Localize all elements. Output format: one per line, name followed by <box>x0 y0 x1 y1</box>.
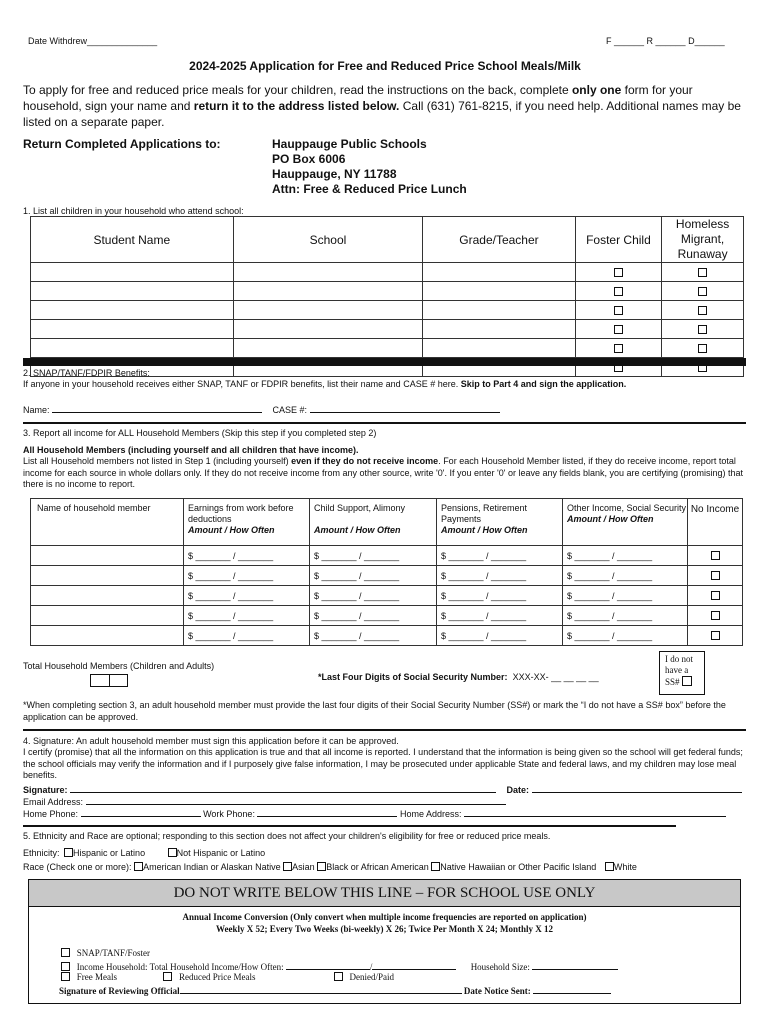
home-address-input[interactable] <box>464 807 726 817</box>
step2-fields: Name: CASE #: <box>23 403 500 415</box>
table-row <box>31 282 744 301</box>
col-other-income: Other Income, Social Security Amount / How Often <box>563 499 688 546</box>
section-divider <box>23 358 746 366</box>
race-native-checkbox[interactable] <box>134 862 143 871</box>
date-withdrew: Date Withdrew______________ <box>28 36 158 46</box>
no-ssn-checkbox[interactable] <box>682 676 692 686</box>
grade-cell[interactable] <box>423 339 575 358</box>
no-income-checkbox[interactable] <box>711 551 720 560</box>
intro-paragraph: To apply for free and reduced price meals for your children, read the instructions on the back, complete only one form for your household, sign your name and return it to the address listed below. Call (631) 761-8215, if you need help. Additional names may be listed on a separate paper. <box>23 83 741 129</box>
signature-input[interactable] <box>70 783 496 793</box>
step2-text: If anyone in your household receives either SNAP, TANF or FDPIR benefits, list their name and CASE # here. Skip to Part 4 and sign the application. <box>23 379 627 389</box>
no-income-checkbox[interactable] <box>711 631 720 640</box>
office-reviewer-signature-input[interactable] <box>180 984 462 994</box>
member-name-cell[interactable] <box>31 566 184 586</box>
school-cell[interactable] <box>233 282 423 301</box>
foster-checkbox[interactable] <box>614 268 623 277</box>
race-black-checkbox[interactable] <box>317 862 326 871</box>
race-asian-checkbox[interactable] <box>283 862 292 871</box>
race-row: Race (Check one or more): American Indian or Alaskan Native Asian Black or African American Native Hawaiian or Other Pacific Island White <box>23 862 637 872</box>
homeless-checkbox[interactable] <box>698 268 707 277</box>
income-table <box>30 498 743 646</box>
school-use-banner: DO NOT WRITE BELOW THIS LINE – FOR SCHOOL USE ONLY <box>29 880 740 907</box>
total-members-label: Total Household Members (Children and Adults) <box>23 661 215 671</box>
office-snap-row: SNAP/TANF/Foster <box>61 948 150 958</box>
children-table <box>30 216 744 377</box>
member-name-cell[interactable] <box>31 546 184 566</box>
student-name-cell[interactable] <box>31 339 234 358</box>
homeless-checkbox[interactable] <box>698 306 707 315</box>
work-phone-input[interactable] <box>257 807 397 817</box>
no-ssn-box: I do not have a SS# <box>659 651 705 695</box>
table-row <box>31 320 744 339</box>
foster-checkbox[interactable] <box>614 287 623 296</box>
student-name-cell[interactable] <box>31 320 234 339</box>
member-name-cell[interactable] <box>31 626 184 646</box>
homeless-checkbox[interactable] <box>698 325 707 334</box>
race-white-checkbox[interactable] <box>605 862 614 871</box>
signature-row: Signature: Date: <box>23 783 742 795</box>
step1-label: 1. List all children in your household who attend school: <box>23 206 244 216</box>
school-use-box <box>28 879 741 1004</box>
grade-cell[interactable] <box>423 263 575 282</box>
col-school: School <box>233 217 423 263</box>
grade-cell[interactable] <box>423 320 575 339</box>
member-name-cell[interactable] <box>31 606 184 626</box>
section-divider <box>23 729 746 731</box>
col-grade-teacher: Grade/Teacher <box>423 217 575 263</box>
foster-checkbox[interactable] <box>614 325 623 334</box>
office-total-income-input[interactable] <box>286 960 370 970</box>
table-row <box>31 263 744 282</box>
homeless-checkbox[interactable] <box>698 287 707 296</box>
student-name-cell[interactable] <box>31 282 234 301</box>
student-name-cell[interactable] <box>31 301 234 320</box>
homeless-checkbox[interactable] <box>698 344 707 353</box>
no-income-checkbox[interactable] <box>711 591 720 600</box>
phone-row: Home Phone: Work Phone: Home Address: <box>23 807 726 819</box>
school-cell[interactable] <box>233 263 423 282</box>
total-members-input[interactable] <box>90 674 128 687</box>
ssn-note: *When completing section 3, an adult household member must provide the last four digits of their Social Security Number (SS#) or mark the “I do not have a SS# box” before the application can be approved. <box>23 700 726 722</box>
col-household-member: Name of household member <box>31 499 184 546</box>
income-conversion: Annual Income Conversion (Only convert when multiple income frequencies are reported on application) Weekly X 52; Every Two Weeks (bi-weekly) X 26; Twice Per Month X 24; Monthly X 12 <box>182 912 587 934</box>
step3-title: 3. Report all income for ALL Household Members (Skip this step if you completed step 2) <box>23 428 377 438</box>
section-divider <box>23 825 676 827</box>
office-determination-row: Free Meals Reduced Price Meals Denied/Paid <box>61 972 394 982</box>
office-income-checkbox[interactable] <box>61 962 70 971</box>
office-household-size-input[interactable] <box>532 960 618 970</box>
office-denied-checkbox[interactable] <box>334 972 343 981</box>
col-foster-child: Foster Child <box>575 217 662 263</box>
office-reviewer-row: Signature of Reviewing Official Date Notice Sent: <box>59 984 611 996</box>
ethnicity-row: Ethnicity: Hispanic or Latino Not Hispanic or Latino <box>23 848 266 858</box>
table-row: $ _______ / _______ $ _______ / _______ $ _______ / _______ $ _______ / _______ <box>31 586 743 606</box>
step3-bold-line: All Household Members (including yourself and all children that have income). <box>23 445 359 455</box>
table-row: $ _______ / _______ $ _______ / _______ $ _______ / _______ $ _______ / _______ <box>31 606 743 626</box>
col-earnings: Earnings from work before deductions Amount / How Often <box>184 499 310 546</box>
office-reduced-checkbox[interactable] <box>163 972 172 981</box>
table-row: $ _______ / _______ $ _______ / _______ $ _______ / _______ $ _______ / _______ <box>31 566 743 586</box>
hispanic-checkbox[interactable] <box>64 848 73 857</box>
return-label: Return Completed Applications to: <box>23 137 221 151</box>
return-address: Hauppauge Public Schools PO Box 6006 Hauppauge, NY 11788 Attn: Free & Reduced Price Lunch <box>272 137 467 196</box>
col-no-income: No Income <box>688 499 743 546</box>
school-cell[interactable] <box>233 301 423 320</box>
table-row: $ _______ / _______ $ _______ / _______ $ _______ / _______ $ _______ / _______ <box>31 626 743 646</box>
grade-cell[interactable] <box>423 301 575 320</box>
email-row: Email Address: <box>23 795 506 807</box>
race-pacific-checkbox[interactable] <box>431 862 440 871</box>
table-row <box>31 339 744 358</box>
section-divider <box>23 422 746 424</box>
page-title: 2024-2025 Application for Free and Reduced Price School Meals/Milk <box>189 59 581 73</box>
frd-codes: F ______ R ______ D______ <box>606 36 725 46</box>
foster-checkbox[interactable] <box>614 344 623 353</box>
office-snap-checkbox[interactable] <box>61 948 70 957</box>
no-income-checkbox[interactable] <box>711 571 720 580</box>
student-name-cell[interactable] <box>31 263 234 282</box>
date-input[interactable] <box>532 783 742 793</box>
foster-checkbox[interactable] <box>614 306 623 315</box>
case-number-input[interactable] <box>310 403 500 413</box>
table-row: $ _______ / _______ $ _______ / _______ $ _______ / _______ $ _______ / _______ <box>31 546 743 566</box>
col-child-support: Child Support, Alimony Amount / How Often <box>310 499 437 546</box>
home-phone-input[interactable] <box>81 807 201 817</box>
table-row <box>31 301 744 320</box>
step3-instructions: List all Household members not listed in Step 1 (including yourself) even if they do not receive income. For each Household Member listed, if they do receive income, report total income for each source in whole dollars only. If they do not receive income from any other source, write '0'. If you enter '0' or leave any fields blank, you are certifying (promising) that there is no income to report. <box>23 456 744 489</box>
step4-certification: I certify (promise) that all the information on this application is true and that all income is reported. I understand that the information is being given so the school will get federal funds; the school officials may verify the information and if I purposely give false information, I may be prosecuted under applicable State and federal laws, and my children may lose meal benefits. <box>23 747 743 780</box>
step2-title: 2. SNAP/TANF/FDPIR Benefits: <box>23 368 150 378</box>
email-input[interactable] <box>86 795 506 805</box>
no-income-checkbox[interactable] <box>711 611 720 620</box>
col-pensions: Pensions, Retirement Payments Amount / How Often <box>437 499 563 546</box>
col-student-name: Student Name <box>31 217 234 263</box>
step4-title: 4. Signature: An adult household member must sign this application before it can be approved. <box>23 736 399 746</box>
snap-name-input[interactable] <box>52 403 262 413</box>
office-how-often-input[interactable] <box>372 960 456 970</box>
school-cell[interactable] <box>233 320 423 339</box>
office-date-notice-input[interactable] <box>533 984 611 994</box>
office-free-checkbox[interactable] <box>61 972 70 981</box>
col-homeless: Homeless Migrant, Runaway <box>662 217 744 263</box>
step5-title: 5. Ethnicity and Race are optional; responding to this section does not affect your children's eligibility for free or reduced price meals. <box>23 831 551 841</box>
ssn-field: *Last Four Digits of Social Security Number: XXX-XX- __ __ __ __ <box>318 672 599 682</box>
school-cell[interactable] <box>233 339 423 358</box>
grade-cell[interactable] <box>423 282 575 301</box>
office-income-row: Income Household: Total Household Income/How Often: / Household Size: <box>61 960 618 972</box>
member-name-cell[interactable] <box>31 586 184 606</box>
not-hispanic-checkbox[interactable] <box>168 848 177 857</box>
